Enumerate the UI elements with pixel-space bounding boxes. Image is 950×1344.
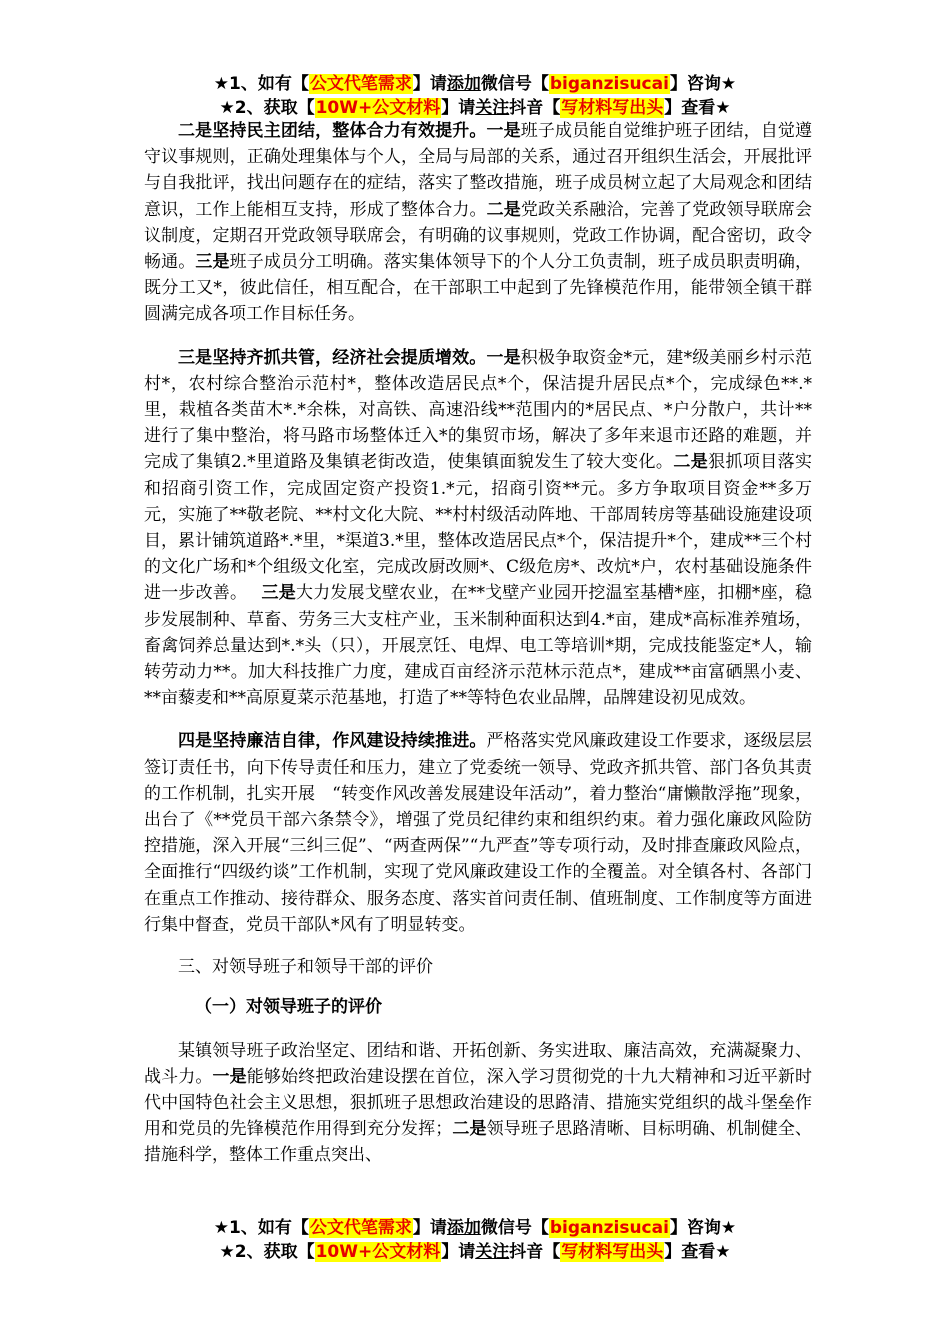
keyword: 一是	[212, 1066, 247, 1087]
banner-highlight: 写材料写出头	[561, 98, 664, 118]
paragraph-text: 班子成员分工明确。落实集体领导下的个人分工负责制，班子成员职责明确，既分工又*，彼此信任，相互配合，在干部职工中起到了先锋模范作用，能带领全镇干群圆满完成各项工作目标任务。	[144, 252, 813, 325]
section-heading: 三、对领导班子和领导干部的评价	[178, 957, 433, 978]
banner-highlight: 10W+公文材料	[315, 98, 441, 118]
paragraph-text: 班子成员能自觉维护班子团结，自觉遵守议事规则，正确处理集体与个人，全局与局部的关系，通过召开组织生活会，开展批评与自我批评，找出问题存在的症结，落实了整改措施，班子成员树立起了大局观念和团结意识，工作上能相互支持，形成了整体合力。	[144, 121, 813, 220]
banner-highlight: 公文代笔需求	[309, 1218, 412, 1238]
banner-text: 】请	[412, 74, 447, 94]
banner-text: 】咨询★	[669, 74, 737, 94]
paragraph-text: 能够始终把政治建设摆在首位，深入学习贯彻党的十九大精神和习近平新时代中国特色社会主义思想，狠抓班子思想政治建设的思路清、措施实党组织的战斗堡垒作用和党员的先锋模范作用得到充分发挥；	[144, 1066, 813, 1140]
paragraph-text: 严格落实党风廉政建设工作要求，逐级层层签订责任书，向下传导责任和压力，建立了党委统一领导、党政齐抓共管、部门各负其责的工作机制，扎实开展 “转变作风改善发展建设年活动”，着力整治“庸懒散浮拖”现象，出台了《**党员干部六条禁令》，增强了党员纪律约束和组织约束。着力强化廉政风险防控措施，深入开展“三纠三促”、“两查两保”“九严查”等专项行动，及时排查廉政风险点，全面推行“四级约谈”工作机制，实现了党风廉政建设工作的全覆盖。对全镇各村、各部门在重点工作推动、接待群众、服务态度、落实首问责任制、值班制度、工作制度等方面进行集中督查，党员干部队*风有了明显转变。	[144, 731, 812, 935]
keyword: 一是	[486, 121, 521, 141]
banner-text: ★1、如有【	[213, 74, 309, 94]
keyword: 二是	[452, 1119, 487, 1140]
paragraph-economy	[144, 345, 812, 712]
promo-banner-top-line1	[0, 72, 950, 96]
banner-highlight: 公文代笔需求	[309, 74, 412, 94]
banner-text: 】查看★	[664, 1242, 731, 1262]
keyword: 二是	[673, 452, 709, 473]
paragraph-leadership-evaluation	[144, 1038, 812, 1169]
banner-underlined-text: 添加	[446, 74, 481, 94]
paragraph-lead: 二是坚持民主团结，整体合力有效提升。	[178, 121, 487, 141]
paragraph-lead: 三是坚持齐抓共管，经济社会提质增效。	[178, 347, 487, 368]
keyword: 三是	[261, 583, 296, 604]
banner-text: 微信号【	[480, 1218, 549, 1238]
paragraph-text: 狠抓项目落实和招商引资工作，完成固定资产投资1.*元，招商引资**元。多方争取项目资金**多万元，实施了**敬老院、**村文化大院、**村村级活动阵地、干部周转房等基础设施建设项目，累计铺筑道路*.*里，*渠道3.*里，整体改造居民点*个，保洁提升*个，建成**三个村的文化广场和*个组级文化室，完成改厨改厕*、C级危房*、改炕*户，农村基础设施条件进一步改善。	[144, 452, 813, 604]
banner-text: 微信号【	[480, 74, 549, 94]
banner-text: 】查看★	[664, 98, 731, 118]
banner-highlight: 10W+公文材料	[315, 1242, 441, 1262]
paragraph-text: 积极争取资金*元，建*级美丽乡村示范村*，农村综合整治示范村*，整体改造居民点*个，保洁提升居民点*个，完成绿色**.*里，栽植各类苗木*.*余株，对高铁、高速沿线**范围内的*居民点、*户分散户，共计**进行了集中整治，将马路市场整体迁入*的集贸市场，解决了多年来退市还路的难题，并完成了集镇2.*里道路及集镇老街改造，使集镇面貌发生了较大变化。	[144, 347, 813, 473]
keyword: 二是	[486, 199, 521, 220]
banner-text: 抖音【	[509, 1242, 561, 1262]
banner-text: 】请	[441, 98, 476, 118]
keyword: 三是	[195, 252, 230, 273]
paragraph-text: 党政关系融洽，完善了党政领导联席会议制度，定期召开党政领导联席会，有明确的议事规则，党政工作协调，配合密切，政令畅通。	[144, 199, 813, 273]
banner-text: ★1、如有【	[213, 1218, 309, 1238]
banner-text: ★2、获取【	[219, 98, 315, 118]
paragraph-democratic-unity	[144, 118, 812, 328]
banner-underlined-text: 关注	[475, 1242, 510, 1262]
banner-text: ★2、获取【	[219, 1242, 315, 1262]
paragraph-text: 大力发展戈壁农业，在**戈壁产业园开挖温室基槽*座，扣棚*座，稳步发展制种、草畜、劳务三大支柱产业，玉米制种面积达到4.*亩，建成*高标准养殖场，畜禽饲养总量达到*.*头（只），开展烹饪、电焊、电工等培训*期，完成技能鉴定*人，输转劳动力**。加大科技推广力度，建成百亩经济示范林示范点*，建成**亩富硒黑小麦、**亩藜麦和**高原夏菜示范基地，打造了**等特色农业品牌，品牌建设初见成效。	[144, 583, 813, 709]
banner-highlight: biganzisucai	[549, 74, 669, 94]
promo-banner-top-line2	[0, 96, 950, 120]
promo-banner-bottom-line2	[0, 1240, 950, 1264]
document-body	[144, 118, 812, 1169]
banner-text: 抖音【	[509, 98, 561, 118]
promo-banner-bottom-line1	[0, 1216, 950, 1240]
paragraph-text: 某镇领导班子政治坚定、团结和谐、开拓创新、务实进取、廉洁高效，充满凝聚力、战斗力。	[144, 1040, 812, 1087]
banner-text: 】咨询★	[669, 1218, 737, 1238]
banner-text: 】请	[441, 1242, 476, 1262]
paragraph-text: 领导班子思路清晰、目标明确、机制健全、措施科学，整体工作重点突出、	[144, 1119, 813, 1166]
keyword: 一是	[486, 347, 521, 368]
banner-text: 】请	[412, 1218, 447, 1238]
banner-underlined-text: 关注	[475, 98, 510, 118]
paragraph-integrity	[144, 728, 812, 938]
subsection-heading: （一）对领导班子的评价	[195, 997, 382, 1018]
banner-highlight: 写材料写出头	[561, 1242, 664, 1262]
paragraph-lead: 四是坚持廉洁自律，作风建设持续推进。	[178, 731, 487, 752]
banner-highlight: biganzisucai	[549, 1218, 669, 1238]
banner-underlined-text: 添加	[446, 1218, 481, 1238]
